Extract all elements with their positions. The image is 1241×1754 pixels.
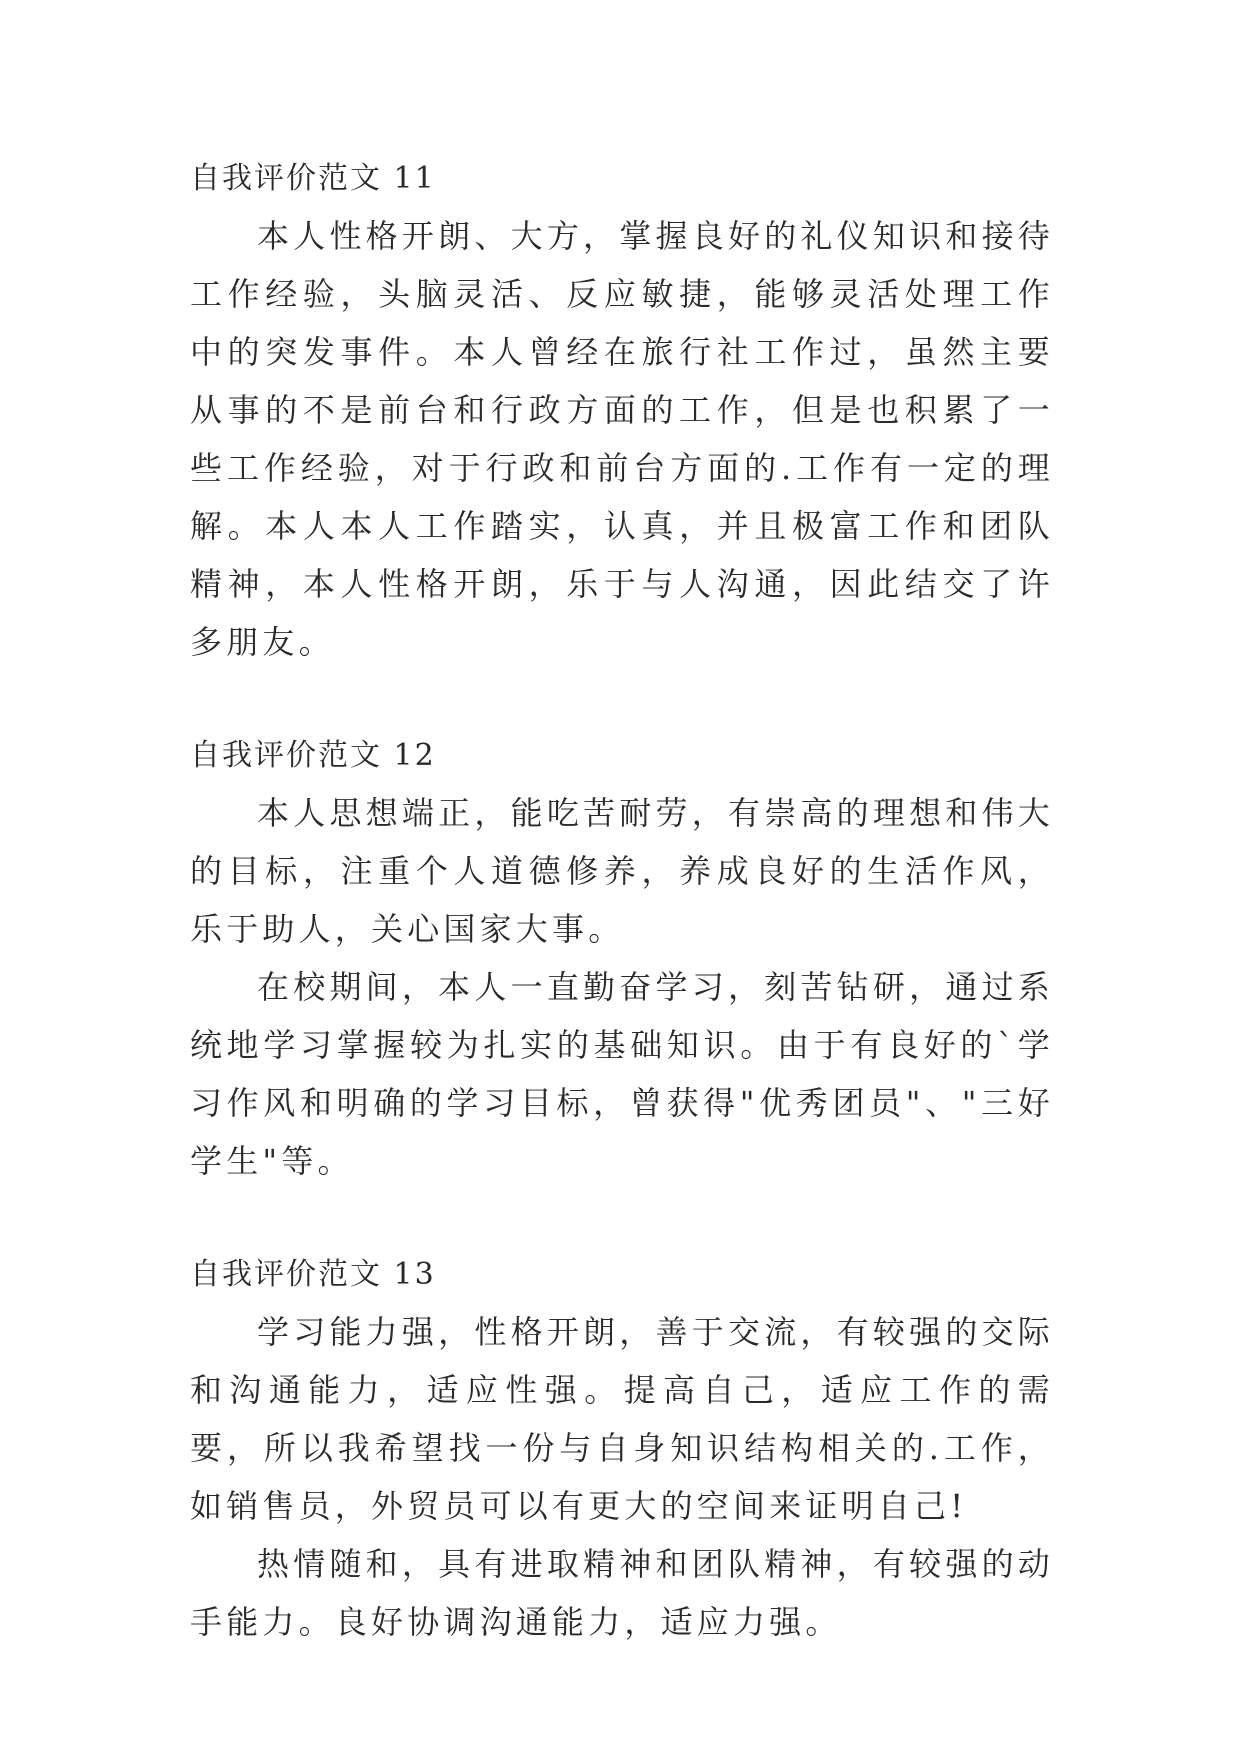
section-paragraph: 学习能力强，性格开朗，善于交流，有较强的交际和沟通能力，适应性强。提高自己，适应工作的需要，所以我希望找一份与自身知识结构相关的.工作，如销售员，外贸员可以有更大的空间来证明自己! bbox=[190, 1313, 1054, 1525]
section-paragraph: 在校期间，本人一直勤奋学习，刻苦钻研，通过系统地学习掌握较为扎实的基础知识。由于有良好的`学习作风和明确的学习目标，曾获得"优秀团员"、"三好学生"等。 bbox=[190, 968, 1054, 1180]
section-heading: 自我评价范文 13 bbox=[190, 1257, 436, 1292]
section-heading: 自我评价范文 11 bbox=[190, 161, 436, 196]
document-page bbox=[190, 150, 1054, 1651]
section-12 bbox=[190, 727, 1054, 1190]
section-paragraph: 本人思想端正，能吃苦耐劳，有崇高的理想和伟大的目标，注重个人道德修养，养成良好的生活作风，乐于助人，关心国家大事。 bbox=[190, 794, 1054, 948]
section-heading: 自我评价范文 12 bbox=[190, 738, 436, 773]
section-spacer bbox=[190, 1190, 1054, 1246]
section-spacer bbox=[190, 671, 1054, 727]
section-13 bbox=[190, 1246, 1054, 1651]
section-paragraph: 本人性格开朗、大方，掌握良好的礼仪知识和接待工作经验，头脑灵活、反应敏捷，能够灵活处理工作中的突发事件。本人曾经在旅行社工作过，虽然主要从事的不是前台和行政方面的工作，但是也积累了一些工作经验，对于行政和前台方面的.工作有一定的理解。本人本人工作踏实，认真，并且极富工作和团队精神，本人性格开朗，乐于与人沟通，因此结交了许多朋友。 bbox=[190, 217, 1054, 661]
section-11 bbox=[190, 150, 1054, 671]
section-paragraph: 热情随和，具有进取精神和团队精神，有较强的动手能力。良好协调沟通能力，适应力强。 bbox=[190, 1545, 1054, 1641]
